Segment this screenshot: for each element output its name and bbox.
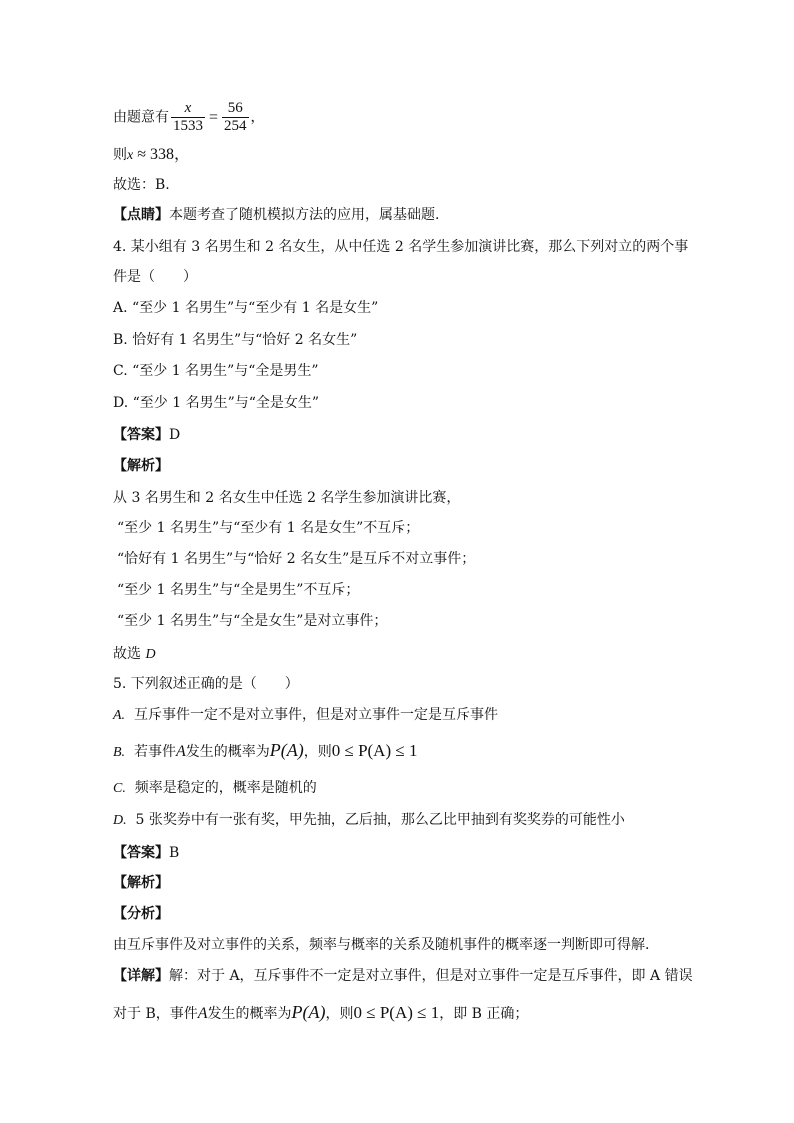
then-variable: x [127,148,134,163]
q5-option-d-text: 5 张奖券中有一张有奖，甲先抽，乙后抽，那么乙比甲抽到有奖奖券的可能性小 [135,812,625,828]
q4-stem-line-1: 4. 某小组有 3 名男生和 2 名女生，从中任选 2 名学生参加演讲比赛，那么下列对立的两个事 [113,239,689,255]
q5-for-b-var: A [197,1005,208,1022]
q5-for-b-ineq: 0 ≤ P(A) ≤ 1 [353,1003,440,1022]
q5-for-b-line [113,1002,528,1024]
q5-option-b-pre: 若事件 [133,744,176,760]
q5-option-b [113,740,417,763]
q5-analysis-label: 【解析】 [113,875,169,891]
fraction-numerator: 56 [222,100,249,118]
q4-option-a: A. “至少 1 名男生”与“至少有 1 名是女生” [113,300,379,316]
dianjing-text: 本题考查了随机模拟方法的应用，属基础题. [169,207,440,223]
q4-option-d: D. “至少 1 名男生”与“全是女生” [113,395,320,411]
q4-stem-line-2: 件是（ ） [113,269,197,285]
q5-option-c-letter: C. [113,781,126,796]
q4-choose-line [113,644,156,665]
q5-detail-line [113,966,693,986]
dianjing-label: 【点睛】 [113,207,169,223]
q5-detail-label: 【详解】 [113,968,169,984]
top-choose-line: 故选：B. [113,177,170,193]
q5-option-b-prob: P(A) [269,740,304,760]
q5-option-d [113,810,625,831]
q5-answer-label: 【答案】 [113,845,169,861]
q5-option-c [113,778,317,799]
fraction-56-over-254 [222,100,249,135]
q4-option-c: C. “至少 1 名男生”与“全是男生” [113,363,319,379]
q4-answer-value: D [169,427,181,443]
q5-for-b-pre: 对于 B，事件 [113,1006,198,1022]
q5-option-b-mid: 发生的概率为 [185,744,270,760]
q4-analysis-line-5: “至少 1 名男生”与“全是女生”是对立事件； [117,613,388,629]
q4-analysis-line-3: “恰好有 1 名男生”与“恰好 2 名女生”是互斥不对立事件； [117,551,476,567]
q5-fenxi-label: 【分析】 [113,906,169,922]
q5-option-a [113,705,498,726]
q5-option-b-letter: B. [113,745,126,760]
fraction-numerator: x [171,100,205,118]
q5-option-a-text: 互斥事件一定不是对立事件，但是对立事件一定是互斥事件 [133,707,498,723]
intro-prefix: 由题意有 [113,109,169,126]
q4-option-b: B. 恰好有 1 名男生”与“恰好 2 名女生” [113,332,358,348]
q4-analysis-line-4: “至少 1 名男生”与“全是男生”不互斥； [117,582,360,598]
q5-option-d-letter: D. [113,813,127,828]
then-value: ≈ 338， [133,146,191,163]
then-prefix: 则 [113,147,127,163]
q5-answer-value: B [169,845,180,861]
q4-choose-prefix: 故选 [113,646,146,662]
q5-for-b-then: ，则 [325,1006,354,1022]
q4-analysis-line-2: “至少 1 名男生”与“至少有 1 名是女生”不互斥； [117,520,420,536]
q5-for-b-prob: P(A) [291,1002,326,1022]
q5-stem: 5. 下列叙述正确的是（ ） [113,676,299,692]
q5-for-b-mid: 发生的概率为 [207,1006,292,1022]
then-line [113,145,190,166]
q5-option-b-ineq: 0 ≤ P(A) ≤ 1 [331,741,418,760]
q5-option-b-then: ，则 [303,744,332,760]
q4-answer-line [113,425,180,445]
intro-suffix: ， [250,109,265,126]
q5-fenxi-text: 由互斥事件及对立事件的关系，频率与概率的关系及随机事件的概率逐一判断即可得解. [113,937,650,953]
q4-choose-value: D [145,647,156,662]
q4-analysis-line-1: 从 3 名男生和 2 名女生中任选 2 名学生参加演讲比赛， [113,490,461,506]
q5-option-b-var: A [175,743,186,760]
fraction-denominator: 1533 [173,118,203,134]
equals-sign: = [209,108,219,126]
q5-detail-text: 解：对于 A，互斥事件不一定是对立事件，但是对立事件一定是互斥事件，即 A 错误 [169,968,693,984]
q5-option-a-letter: A. [113,708,126,723]
q5-for-b-end: ，即 B 正确； [439,1006,529,1022]
q5-option-c-text: 频率是稳定的，概率是随机的 [134,780,317,796]
fraction-denominator: 254 [224,118,247,134]
intro-equation-line [113,100,265,135]
q5-answer-line [113,843,179,863]
q4-answer-label: 【答案】 [113,427,169,443]
fraction-x-over-1533 [171,100,205,135]
q4-analysis-label: 【解析】 [113,458,169,474]
dianjing-line [113,205,439,225]
